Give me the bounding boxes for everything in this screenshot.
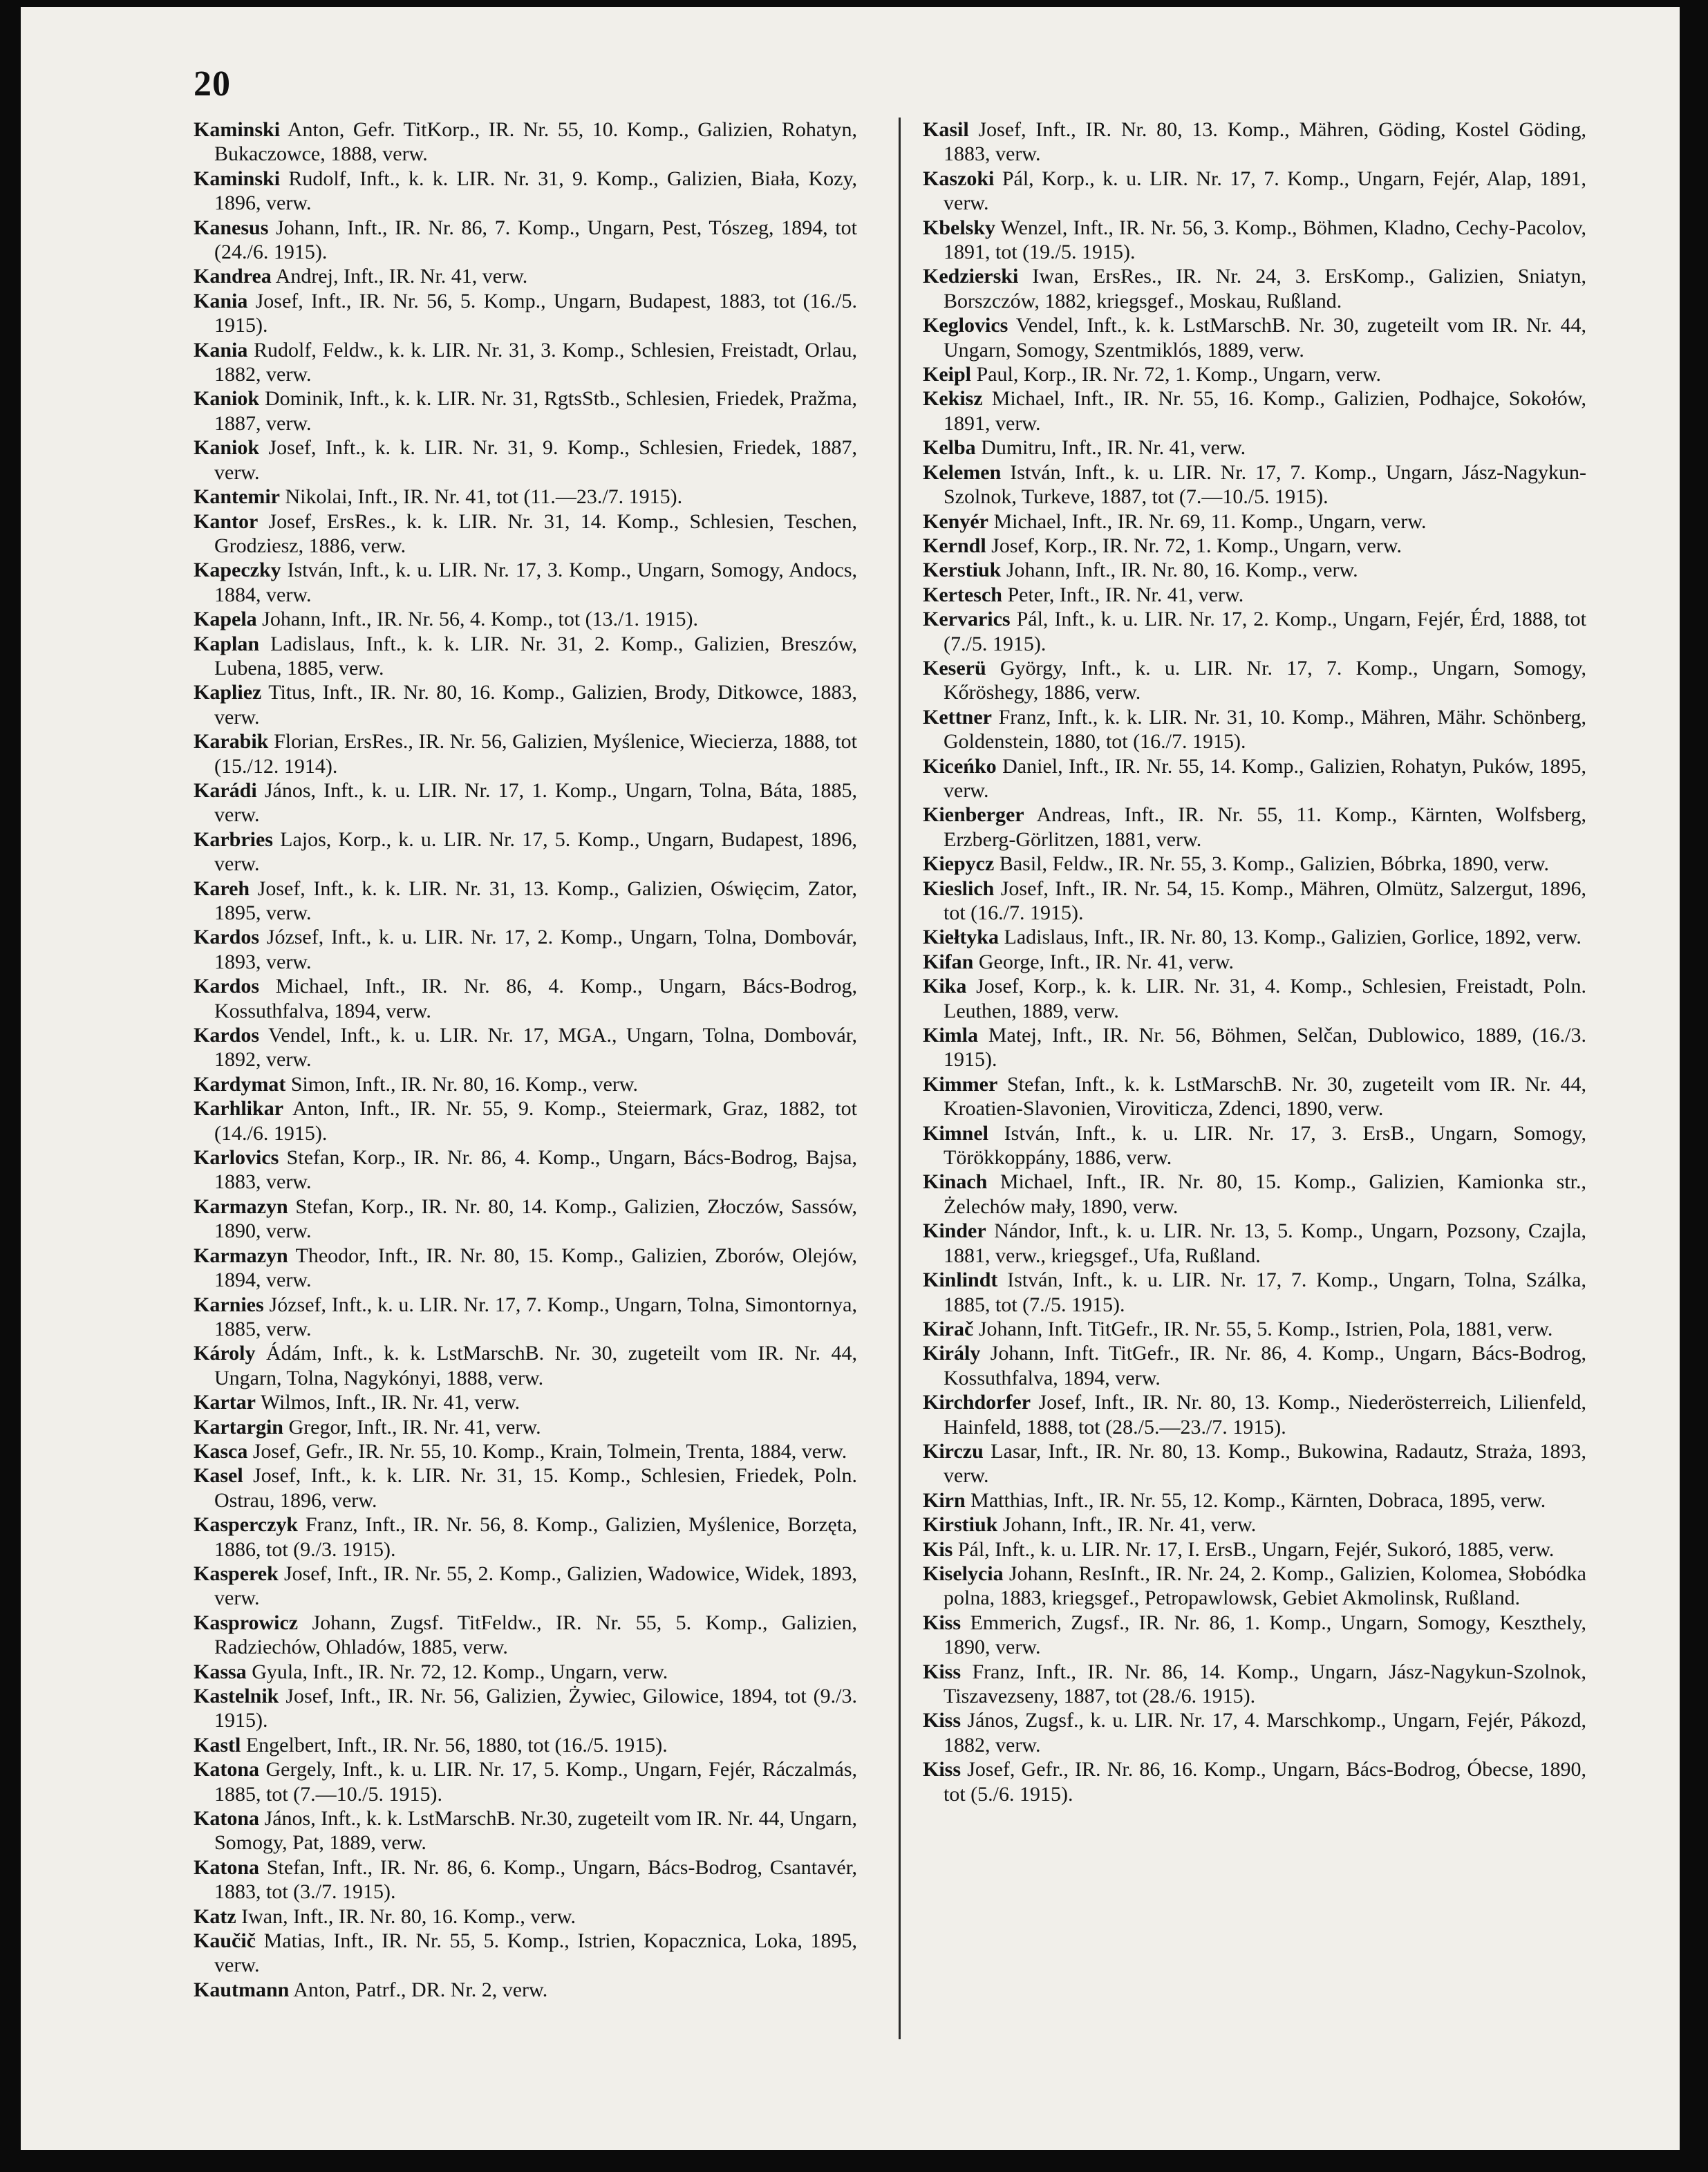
list-entry [923,1170,1586,1219]
entry-surname: Kasprowicz [194,1611,299,1634]
list-entry [923,313,1586,362]
list-entry [194,1978,857,2002]
list-entry [194,1145,857,1195]
entry-surname: Kerndl [923,534,986,557]
list-entry [923,1562,1586,1611]
entry-details: Andrej, Inft., IR. Nr. 41, verw. [275,265,528,288]
list-entry [923,1072,1586,1121]
list-entry [923,1708,1586,1757]
list-entry [923,216,1586,265]
entry-details: Anton, Gefr. TitKorp., IR. Nr. 55, 10. Komp., Galizien, Rohatyn, Bukaczowce, 1888, verw. [214,118,857,166]
entry-details: István, Inft., k. u. LIR. Nr. 17, 7. Komp., Ungarn, Jász-Nagykun-Szolnok, Turkeve, 1887, tot (7.—10./5. 1915). [944,460,1587,509]
entry-surname: Karbries [194,827,273,851]
list-entry [194,1195,857,1244]
entry-details: Franz, Inft., k. k. LIR. Nr. 31, 10. Komp., Mähren, Mähr. Schönberg, Goldenstein, 1880, tot (16./7. 1915). [944,705,1587,753]
entry-details: Daniel, Inft., IR. Nr. 55, 14. Komp., Galizien, Rohatyn, Puków, 1895, verw. [944,754,1587,802]
entry-details: Johann, ResInft., IR. Nr. 24, 2. Komp., Galizien, Kolomea, Słobódka polna, 1883, kriegsgef., Petropawlowsk, Gebiet Akmolinsk, Rußland. [944,1562,1586,1610]
entry-surname: Kapeczky [194,559,281,582]
entry-details: Wenzel, Inft., IR. Nr. 56, 3. Komp., Böhmen, Kladno, Cechy-Pacolov, 1891, tot (19./5. 1915). [944,216,1586,264]
list-entry [923,974,1586,1023]
entry-surname: Kiss [923,1709,961,1732]
entry-details: Andreas, Inft., IR. Nr. 55, 11. Komp., Kärnten, Wolfsberg, Erzberg-Görlitzen, 1881, verw. [944,803,1586,851]
entry-details: Josef, Inft., IR. Nr. 54, 15. Komp., Mähren, Olmütz, Salzergut, 1896, tot (16./7. 1915). [944,877,1586,924]
entry-details: Josef, Gefr., IR. Nr. 86, 16. Komp., Ungarn, Bács-Bodrog, Óbecse, 1890, tot (5./6. 1915). [944,1758,1587,1806]
entry-surname: Kasel [194,1464,243,1488]
entry-details: Dumitru, Inft., IR. Nr. 41, verw. [981,436,1246,460]
entry-surname: Keipl [923,363,972,386]
entry-surname: Keserü [923,656,986,680]
entry-details: Emmerich, Zugsf., IR. Nr. 86, 1. Komp., Ungarn, Somogy, Keszthely, 1890, verw. [944,1611,1587,1659]
entry-surname: Katona [194,1758,260,1781]
list-entry [923,1611,1586,1660]
entry-surname: Karnies [194,1293,264,1316]
list-entry [194,436,857,485]
entry-details: János, Inft., k. k. LstMarschB. Nr.30, zugeteilt vom IR. Nr. 44, Ungarn, Somogy, Pat, 1889, verw. [214,1807,858,1855]
entry-details: József, Inft., k. u. LIR. Nr. 17, 7. Komp., Ungarn, Tolna, Simontornya, 1885, verw. [214,1293,858,1340]
list-entry [194,925,857,974]
entry-details: Johann, Inft. TitGefr., IR. Nr. 55, 5. Komp., Istrien, Pola, 1881, verw. [978,1317,1553,1340]
list-entry [194,974,857,1023]
entry-details: Gergely, Inft., k. u. LIR. Nr. 17, 5. Komp., Ungarn, Fejér, Ráczalmás, 1885, tot (7.—10./5. 1915). [214,1758,857,1806]
list-entry [194,778,857,827]
entry-details: Michael, Inft., IR. Nr. 69, 11. Komp., Ungarn, verw. [993,509,1427,533]
entry-details: Josef, Inft., k. k. LIR. Nr. 31, 15. Komp., Schlesien, Friedek, Poln. Ostrau, 1896, verw. [214,1464,857,1512]
entry-details: Titus, Inft., IR. Nr. 80, 16. Komp., Galizien, Brody, Ditkowce, 1883, verw. [214,681,857,729]
entry-surname: Kaniok [194,436,260,460]
entry-surname: Kienberger [923,803,1024,827]
entry-details: George, Inft., IR. Nr. 41, verw. [978,950,1234,973]
entry-details: Iwan, ErsRes., IR. Nr. 24, 3. ErsKomp., Galizien, Sniatyn, Borszczów, 1882, kriegsgef., Moskau, Rußland. [944,265,1586,312]
entry-surname: Karlovics [194,1146,279,1170]
entry-surname: Kapliez [194,681,262,704]
entry-surname: Kiss [923,1660,961,1683]
list-entry [194,167,857,216]
entry-details: Josef, Inft., k. k. LIR. Nr. 31, 9. Komp., Schlesien, Friedek, 1887, verw. [214,436,857,484]
entry-details: Pál, Inft., k. u. LIR. Nr. 17, 2. Komp., Ungarn, Fejér, Érd, 1888, tot (7./5. 1915). [944,608,1586,655]
list-entry [923,1513,1586,1537]
entry-surname: Károly [194,1342,256,1365]
entry-details: Josef, Gefr., IR. Nr. 55, 10. Komp., Krain, Tolmein, Trenta, 1884, verw. [252,1439,847,1463]
entry-surname: Kelba [923,436,976,460]
entry-surname: Kareh [194,877,250,900]
entry-surname: Kaniok [194,387,260,411]
entry-details: Rudolf, Feldw., k. k. LIR. Nr. 31, 3. Komp., Schlesien, Freistadt, Orlau, 1882, verw. [214,338,857,386]
list-entry [923,509,1586,534]
entry-surname: Kasca [194,1439,248,1463]
entry-surname: Kieslich [923,877,995,900]
list-entry [194,1806,857,1855]
entry-surname: Kenyér [923,509,988,533]
entry-details: Basil, Feldw., IR. Nr. 55, 3. Komp., Galizien, Bóbrka, 1890, verw. [999,852,1549,876]
entry-surname: Kandrea [194,265,272,288]
entry-surname: Kardos [194,975,260,998]
entry-surname: Kaminski [194,118,281,141]
entry-details: Matias, Inft., IR. Nr. 55, 5. Komp., Istrien, Kopacznica, Loka, 1895, verw. [214,1929,857,1977]
entry-details: Johann, Inft., IR. Nr. 41, verw. [1002,1513,1257,1537]
entry-details: Franz, Inft., IR. Nr. 56, 8. Komp., Galizien, Myślenice, Borzęta, 1886, tot (9./3. 1915). [214,1513,858,1561]
entry-surname: Kaplan [194,632,260,655]
list-entry [923,1660,1586,1709]
entry-details: István, Inft., k. u. LIR. Nr. 17, 3. Komp., Ungarn, Somogy, Andocs, 1884, verw. [214,559,858,606]
list-entry [194,1072,857,1096]
list-entry [194,216,857,265]
list-entry [194,1096,857,1145]
entry-surname: Kantor [194,509,259,533]
list-entry [194,680,857,729]
entry-details: István, Inft., k. u. LIR. Nr. 17, 3. ErsB., Ungarn, Somogy, Törökkoppány, 1886, verw. [944,1121,1587,1170]
entry-surname: Kimnel [923,1121,988,1145]
list-entry [194,485,857,509]
entry-surname: Kirn [923,1488,966,1512]
entry-details: Johann, Inft., IR. Nr. 80, 16. Komp., verw. [1006,559,1358,582]
entry-surname: Kautmann [194,1978,290,2001]
list-entry [194,1513,857,1562]
entry-surname: Kanesus [194,216,269,239]
list-entry [194,1855,857,1904]
list-entry [923,607,1586,656]
list-entry [923,852,1586,876]
list-entry [923,1317,1586,1341]
entry-details: György, Inft., k. u. LIR. Nr. 17, 7. Komp., Ungarn, Somogy, Kőröshegy, 1886, verw. [944,656,1586,704]
entry-surname: Kiceńko [923,754,997,778]
entry-surname: Kedzierski [923,265,1019,288]
entry-surname: Kis [923,1537,953,1561]
entry-details: Rudolf, Inft., k. k. LIR. Nr. 31, 9. Komp., Galizien, Biała, Kozy, 1896, verw. [214,167,858,215]
entry-surname: Katona [194,1855,260,1879]
list-entry [923,754,1586,803]
list-entry [923,460,1586,509]
list-entry [194,607,857,631]
left-column [194,118,857,2002]
entry-surname: Kassa [194,1660,247,1683]
entry-surname: Kekisz [923,387,983,411]
list-entry [923,264,1586,313]
entry-details: Anton, Inft., IR. Nr. 55, 9. Komp., Steiermark, Graz, 1882, tot (14./6. 1915). [214,1097,857,1145]
list-entry [923,705,1586,754]
entry-surname: Kelemen [923,460,1002,484]
entry-surname: Kapela [194,608,257,631]
list-entry [923,1488,1586,1513]
entry-details: Johann, Inft., IR. Nr. 56, 4. Komp., tot (13./1. 1915). [262,608,698,631]
entry-surname: Katona [194,1807,260,1831]
entry-surname: Kinlindt [923,1268,998,1292]
list-entry [194,1341,857,1390]
list-entry [923,656,1586,705]
entry-details: Josef, Inft., k. k. LIR. Nr. 31, 13. Komp., Galizien, Oświęcim, Zator, 1895, verw. [214,877,857,924]
entry-surname: Kania [194,338,248,362]
entry-details: Matej, Inft., IR. Nr. 56, Böhmen, Selčan, Dublowico, 1889, (16./3. 1915). [944,1024,1586,1071]
list-entry [194,1684,857,1733]
entry-surname: Karabik [194,730,269,753]
entry-details: Paul, Korp., IR. Nr. 72, 1. Komp., Ungarn, verw. [976,363,1381,386]
list-entry [923,1023,1586,1072]
list-entry [194,827,857,877]
list-entry [923,118,1586,167]
list-entry [194,118,857,167]
entry-details: Josef, Inft., IR. Nr. 55, 2. Komp., Galizien, Wadowice, Widek, 1893, verw. [214,1562,858,1610]
list-entry [923,1219,1586,1268]
list-entry [194,1023,857,1072]
entry-details: Lajos, Korp., k. u. LIR. Nr. 17, 5. Komp., Ungarn, Budapest, 1896, verw. [214,827,857,876]
entry-details: Pál, Inft., k. u. LIR. Nr. 17, I. ErsB., Ungarn, Fejér, Sukoró, 1885, verw. [957,1537,1555,1561]
entry-surname: Kinach [923,1170,988,1194]
list-entry [194,729,857,778]
entry-surname: Kasperek [194,1562,279,1585]
entry-details: Ádám, Inft., k. k. LstMarschB. Nr. 30, zugeteilt vom IR. Nr. 44, Ungarn, Tolna, Nagykónyi, 1888, verw. [214,1342,857,1389]
list-entry [194,877,857,926]
entry-details: János, Inft., k. u. LIR. Nr. 17, 1. Komp., Ungarn, Tolna, Báta, 1885, verw. [214,778,857,827]
entry-surname: Kervarics [923,608,1011,631]
entry-surname: Kertesch [923,583,1002,606]
entry-details: Florian, ErsRes., IR. Nr. 56, Galizien, Myślenice, Wiecierza, 1888, tot (15./12. 1914). [214,730,858,778]
list-entry [923,1390,1586,1439]
page-number: 20 [194,64,231,104]
list-entry [923,386,1586,436]
entry-details: Ladislaus, Inft., IR. Nr. 80, 13. Komp., Galizien, Gorlice, 1892, verw. [1004,926,1582,949]
entry-details: Nikolai, Inft., IR. Nr. 41, tot (11.—23./7. 1915). [285,485,683,509]
entry-details: Pál, Korp., k. u. LIR. Nr. 17, 7. Komp., Ungarn, Fejér, Alap, 1891, verw. [944,167,1587,215]
entry-surname: Király [923,1342,981,1365]
entry-details: Lasar, Inft., IR. Nr. 80, 13. Komp., Bukowina, Radautz, Straża, 1893, verw. [944,1439,1586,1488]
list-entry [923,1341,1586,1390]
entry-details: Josef, Inft., IR. Nr. 80, 13. Komp., Mähren, Göding, Kostel Göding, 1883, verw. [944,118,1587,166]
entry-surname: Kastl [194,1733,241,1757]
entry-details: István, Inft., k. u. LIR. Nr. 17, 7. Komp., Ungarn, Tolna, Szálka, 1885, tot (7./5. 1915). [944,1268,1587,1316]
list-entry [194,1733,857,1757]
entry-surname: Kaszoki [923,167,995,190]
list-entry [194,509,857,559]
entry-surname: Katz [194,1904,236,1928]
entry-details: Wilmos, Inft., IR. Nr. 41, verw. [260,1391,520,1414]
entry-details: Josef, Korp., IR. Nr. 72, 1. Komp., Ungarn, verw. [991,534,1402,557]
entry-surname: Keglovics [923,314,1008,337]
entry-surname: Kirstiuk [923,1513,998,1537]
entry-details: Josef, Inft., IR. Nr. 80, 13. Komp., Niederösterreich, Lilienfeld, Hainfeld, 1888, tot (28./5.—23./7. 1915). [944,1391,1587,1439]
entry-details: Stefan, Inft., k. k. LstMarschB. Nr. 30, zugeteilt vom IR. Nr. 44, Kroatien-Slavonien, Viroviticza, Zdenci, 1890, verw. [944,1072,1586,1121]
entry-surname: Kartar [194,1391,256,1414]
entry-surname: Kika [923,975,967,998]
entry-surname: Kania [194,289,248,312]
entry-surname: Kiełtyka [923,926,999,949]
entry-details: Theodor, Inft., IR. Nr. 80, 15. Komp., Galizien, Zborów, Olejów, 1894, verw. [214,1244,857,1292]
entry-details: Michael, Inft., IR. Nr. 80, 15. Komp., Galizien, Kamionka str., Żelechów mały, 1890, verw. [944,1170,1586,1218]
entry-details: Peter, Inft., IR. Nr. 41, verw. [1007,583,1244,606]
entry-surname: Kirač [923,1317,974,1340]
list-entry [194,386,857,436]
list-entry [923,167,1586,216]
list-entry [923,950,1586,974]
entry-details: Michael, Inft., IR. Nr. 86, 4. Komp., Ungarn, Bács-Bodrog, Kossuthfalva, 1894, verw. [214,975,857,1022]
entry-surname: Kiss [923,1611,961,1634]
list-entry [194,1757,857,1806]
list-entry [194,558,857,607]
list-entry [923,877,1586,926]
entry-surname: Kaučič [194,1929,256,1953]
entry-surname: Kaminski [194,167,281,190]
entry-surname: Kirczu [923,1439,984,1463]
list-entry [923,362,1586,386]
list-entry [194,1415,857,1439]
entry-surname: Kinder [923,1219,986,1243]
list-entry [194,1904,857,1929]
entry-surname: Kastelnik [194,1685,279,1707]
list-entry [923,436,1586,460]
entry-details: János, Zugsf., k. u. LIR. Nr. 17, 4. Marschkomp., Ungarn, Fejér, Pákozd, 1882, verw. [944,1709,1587,1757]
list-entry [194,338,857,387]
right-column [923,118,1586,1806]
list-entry [194,264,857,288]
entry-surname: Kartargin [194,1415,283,1439]
list-entry [194,1463,857,1513]
entry-details: Stefan, Inft., IR. Nr. 86, 6. Komp., Ungarn, Bács-Bodrog, Csantavér, 1883, tot (3./7. 1915). [214,1855,858,1904]
entry-details: Stefan, Korp., IR. Nr. 80, 14. Komp., Galizien, Złoczów, Sassów, 1890, verw. [214,1195,858,1243]
entry-surname: Kiselycia [923,1562,1004,1585]
list-entry [194,1562,857,1611]
list-entry [923,558,1586,582]
list-entry [194,1244,857,1293]
entry-surname: Kasil [923,118,969,141]
entry-details: Anton, Patrf., DR. Nr. 2, verw. [293,1978,548,2001]
entry-surname: Karhlikar [194,1097,284,1121]
entry-surname: Kbelsky [923,216,996,239]
entry-details: Franz, Inft., IR. Nr. 86, 14. Komp., Ungarn, Jász-Nagykun-Szolnok, Tiszavezseny, 1887, tot (28./6. 1915). [944,1660,1587,1707]
entry-details: Nándor, Inft., k. u. LIR. Nr. 13, 5. Komp., Ungarn, Pozsony, Czajla, 1881, verw., kriegsgef., Ufa, Rußland. [944,1219,1587,1267]
entry-details: Vendel, Inft., k. u. LIR. Nr. 17, MGA., Ungarn, Tolna, Dombovár, 1892, verw. [214,1024,857,1071]
entry-details: Dominik, Inft., k. k. LIR. Nr. 31, RgtsStb., Schlesien, Friedek, Pražma, 1887, verw. [214,387,858,435]
document-page [21,7,1680,2150]
list-entry [923,803,1586,852]
entry-details: Johann, Zugsf. TitFeldw., IR. Nr. 55, 5. Komp., Galizien, Radziechów, Ohladów, 1885, verw. [214,1611,858,1659]
entry-surname: Karmazyn [194,1195,288,1218]
entry-details: Gyula, Inft., IR. Nr. 72, 12. Komp., Ungarn, verw. [252,1660,668,1683]
list-entry [194,632,857,681]
list-entry [194,289,857,338]
list-entry [194,1439,857,1463]
entry-surname: Kantemir [194,485,280,509]
list-entry [194,1390,857,1414]
entry-details: Engelbert, Inft., IR. Nr. 56, 1880, tot (16./5. 1915). [245,1733,668,1757]
entry-surname: Karmazyn [194,1244,288,1267]
entry-details: Josef, Korp., k. k. LIR. Nr. 31, 4. Komp., Schlesien, Freistadt, Poln. Leuthen, 1889, verw. [944,975,1587,1022]
list-entry [923,583,1586,607]
entry-details: Michael, Inft., IR. Nr. 55, 16. Komp., Galizien, Podhajce, Sokołów, 1891, verw. [944,387,1586,435]
entry-surname: Kardymat [194,1072,286,1096]
entry-surname: Kasperczyk [194,1513,299,1537]
entry-surname: Kimmer [923,1072,998,1096]
entry-details: Josef, Inft., IR. Nr. 56, Galizien, Żywiec, Gilowice, 1894, tot (9./3. 1915). [214,1685,857,1732]
entry-details: József, Inft., k. u. LIR. Nr. 17, 2. Komp., Ungarn, Tolna, Dombovár, 1893, verw. [214,926,857,973]
list-entry [923,1537,1586,1562]
entry-details: Simon, Inft., IR. Nr. 80, 16. Komp., verw. [290,1072,639,1096]
entry-surname: Kifan [923,950,974,973]
entry-surname: Kimla [923,1024,978,1047]
list-entry [923,1121,1586,1170]
entry-details: Johann, Inft., IR. Nr. 86, 7. Komp., Ungarn, Pest, Tószeg, 1894, tot (24./6. 1915). [214,216,858,264]
list-entry [194,1611,857,1660]
entry-surname: Kardos [194,926,260,949]
list-entry [194,1293,857,1342]
entry-details: Gregor, Inft., IR. Nr. 41, verw. [288,1415,541,1439]
list-entry [923,534,1586,558]
entry-surname: Kirchdorfer [923,1391,1031,1414]
entry-details: Johann, Inft. TitGefr., IR. Nr. 86, 4. Komp., Ungarn, Bács-Bodrog, Kossuthfalva, 1894, verw. [944,1342,1586,1389]
entry-details: Vendel, Inft., k. k. LstMarschB. Nr. 30, zugeteilt vom IR. Nr. 44, Ungarn, Somogy, Szentmiklós, 1889, verw. [944,314,1586,362]
entry-surname: Kiss [923,1758,961,1781]
entry-surname: Kettner [923,705,992,729]
entry-surname: Kardos [194,1024,260,1047]
entry-details: Matthias, Inft., IR. Nr. 55, 12. Komp., Kärnten, Dobraca, 1895, verw. [970,1488,1546,1512]
entry-surname: Kiepycz [923,852,995,876]
column-divider [899,118,901,2039]
entry-details: Stefan, Korp., IR. Nr. 86, 4. Komp., Ungarn, Bács-Bodrog, Bajsa, 1883, verw. [214,1146,858,1194]
list-entry [194,1660,857,1684]
entry-surname: Karádi [194,778,257,802]
list-entry [194,1929,857,1978]
entry-details: Josef, ErsRes., k. k. LIR. Nr. 31, 14. Komp., Schlesien, Teschen, Grodziesz, 1886, verw. [214,509,858,557]
list-entry [923,925,1586,949]
list-entry [923,1439,1586,1488]
list-entry [923,1757,1586,1806]
entry-details: Iwan, Inft., IR. Nr. 80, 16. Komp., verw. [241,1904,576,1928]
entry-details: Ladislaus, Inft., k. k. LIR. Nr. 31, 2. Komp., Galizien, Breszów, Lubena, 1885, verw. [214,632,858,680]
entry-surname: Kerstiuk [923,559,1002,582]
list-entry [923,1268,1586,1317]
entry-details: Josef, Inft., IR. Nr. 56, 5. Komp., Ungarn, Budapest, 1883, tot (16./5. 1915). [214,289,858,337]
